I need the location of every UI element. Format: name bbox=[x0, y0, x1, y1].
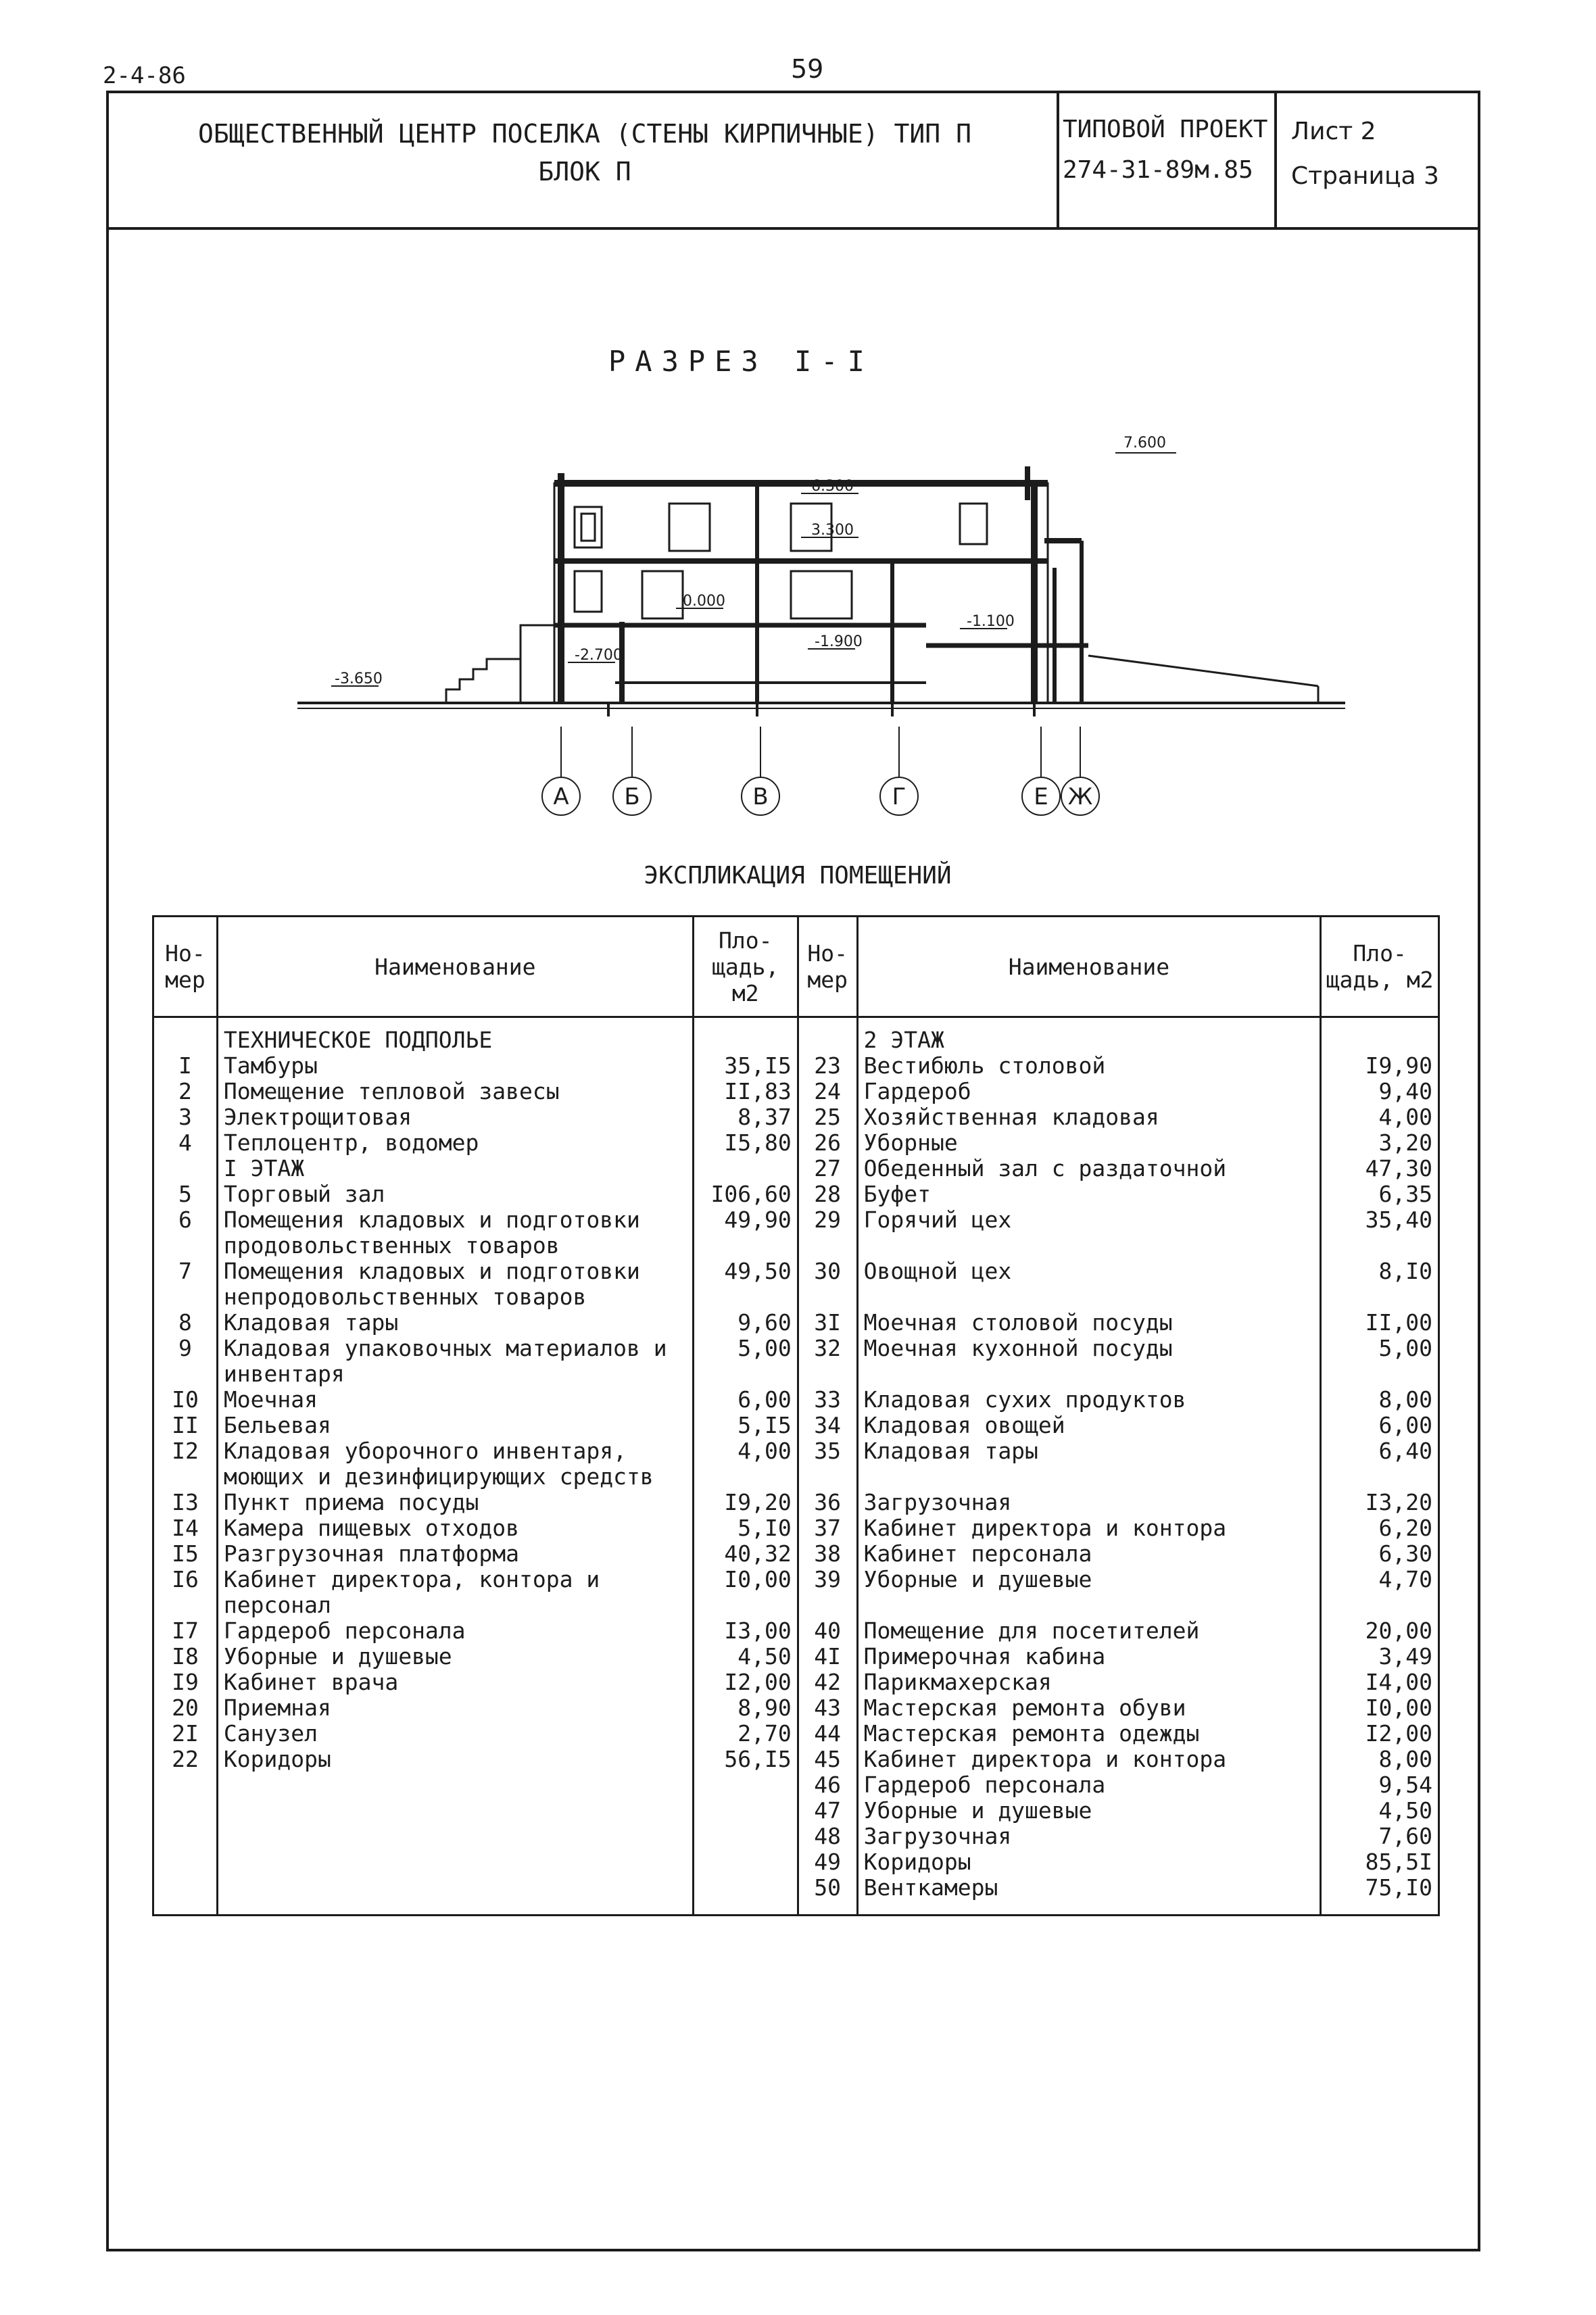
room-area: II,83 bbox=[693, 1079, 798, 1104]
row-number: 8 bbox=[153, 1310, 218, 1336]
room-area: 4,50 bbox=[693, 1644, 798, 1670]
table-row bbox=[153, 1541, 1439, 1567]
table-row bbox=[153, 1695, 1439, 1721]
room-area: 9,40 bbox=[1321, 1079, 1439, 1104]
room-name: Примерочная кабина bbox=[863, 1643, 1106, 1670]
room-area: I0,00 bbox=[693, 1567, 798, 1618]
row-number: 35 bbox=[798, 1438, 857, 1490]
room-area: 4,00 bbox=[693, 1438, 798, 1490]
row-number: 28 bbox=[798, 1181, 857, 1207]
row-number: 33 bbox=[798, 1387, 857, 1413]
table-row bbox=[153, 1515, 1439, 1541]
header-name: Наименование bbox=[857, 917, 1321, 1017]
room-name: Помещение тепловой завесы bbox=[223, 1078, 560, 1104]
section-heading: I ЭТАЖ bbox=[223, 1155, 305, 1181]
row-number: I7 bbox=[153, 1618, 218, 1644]
room-name: Торговый зал bbox=[223, 1181, 385, 1207]
row-number: 27 bbox=[798, 1156, 857, 1181]
row-number: I3 bbox=[153, 1490, 218, 1515]
table-row bbox=[153, 1875, 1439, 1916]
room-area: I0,00 bbox=[1321, 1695, 1439, 1721]
sheet-info bbox=[1291, 109, 1474, 199]
table-row bbox=[153, 1670, 1439, 1695]
row-number bbox=[153, 1849, 218, 1875]
room-area: 49,50 bbox=[693, 1259, 798, 1310]
room-name: Кабинет директора, контора и персонал bbox=[223, 1566, 600, 1618]
table-row bbox=[153, 1618, 1439, 1644]
room-name: Венткамеры bbox=[857, 1875, 1321, 1916]
room-name: Мастерская ремонта обуви bbox=[863, 1695, 1186, 1721]
row-number: II bbox=[153, 1413, 218, 1438]
room-name: Коридоры bbox=[863, 1849, 971, 1875]
section-heading: ТЕХНИЧЕСКОЕ ПОДПОЛЬЕ bbox=[223, 1027, 493, 1053]
room-name: Буфет bbox=[863, 1181, 931, 1207]
room-area bbox=[1321, 1017, 1439, 1054]
row-number: 49 bbox=[798, 1849, 857, 1875]
row-number bbox=[153, 1772, 218, 1798]
room-area: I3,20 bbox=[1321, 1490, 1439, 1515]
room-area: I3,00 bbox=[693, 1618, 798, 1644]
table-row bbox=[153, 1849, 1439, 1875]
table-row bbox=[153, 1079, 1439, 1104]
room-area: 6,40 bbox=[1321, 1438, 1439, 1490]
row-number: 4I bbox=[798, 1644, 857, 1670]
room-area: 6,30 bbox=[1321, 1541, 1439, 1567]
room-name bbox=[217, 1849, 693, 1875]
room-area: 9,60 bbox=[693, 1310, 798, 1336]
row-number: 43 bbox=[798, 1695, 857, 1721]
section-heading: 2 ЭТАЖ bbox=[863, 1027, 944, 1053]
document-code: 2-4-86 bbox=[103, 62, 186, 89]
room-area: 8,90 bbox=[693, 1695, 798, 1721]
room-area bbox=[693, 1798, 798, 1824]
room-name: Уборные и душевые bbox=[863, 1797, 1092, 1824]
row-number: 42 bbox=[798, 1670, 857, 1695]
room-name: Кабинет директора и контора bbox=[863, 1515, 1227, 1541]
room-area bbox=[693, 1824, 798, 1849]
room-area: II,00 bbox=[1321, 1310, 1439, 1336]
row-number: 23 bbox=[798, 1053, 857, 1079]
room-area: I2,00 bbox=[693, 1670, 798, 1695]
table-row bbox=[153, 1798, 1439, 1824]
room-area: 3,20 bbox=[1321, 1130, 1439, 1156]
level-label: 0.000 bbox=[683, 593, 725, 610]
table-row bbox=[153, 1104, 1439, 1130]
header-area: Пло- щадь, м2 bbox=[693, 917, 798, 1017]
room-area: I9,20 bbox=[693, 1490, 798, 1515]
row-number: 3 bbox=[153, 1104, 218, 1130]
room-name: Загрузочная bbox=[863, 1489, 1012, 1515]
room-name: Бельевая bbox=[223, 1412, 331, 1438]
row-number: 50 bbox=[798, 1875, 857, 1916]
room-name bbox=[217, 1824, 693, 1849]
room-area: I4,00 bbox=[1321, 1670, 1439, 1695]
explication-table bbox=[152, 915, 1440, 1916]
table-row bbox=[153, 1017, 1439, 1054]
room-name: Вестибюль столовой bbox=[863, 1052, 1106, 1079]
room-name: Помещения кладовых и подготовки продовольственных товаров bbox=[223, 1207, 640, 1259]
row-number: 26 bbox=[798, 1130, 857, 1156]
row-number bbox=[153, 1156, 218, 1181]
row-number: I9 bbox=[153, 1670, 218, 1695]
row-number: I6 bbox=[153, 1567, 218, 1618]
level-label: 6.300 bbox=[811, 478, 854, 495]
level-label: 3.300 bbox=[811, 522, 854, 539]
table-row bbox=[153, 1644, 1439, 1670]
row-number: I bbox=[153, 1053, 218, 1079]
project-label: ТИПОВОЙ ПРОЕКТ bbox=[1063, 116, 1268, 143]
room-area: 85,5I bbox=[1321, 1849, 1439, 1875]
table-row bbox=[153, 1747, 1439, 1772]
table-row bbox=[153, 1772, 1439, 1798]
room-area bbox=[693, 1017, 798, 1054]
table-row bbox=[153, 1336, 1439, 1387]
row-number: 30 bbox=[798, 1259, 857, 1310]
row-number: 22 bbox=[153, 1747, 218, 1772]
table-row bbox=[153, 1181, 1439, 1207]
table-row bbox=[153, 1438, 1439, 1490]
room-name: Обеденный зал с раздаточной bbox=[863, 1155, 1227, 1181]
axis-label: Ж bbox=[1067, 783, 1093, 810]
row-number: 5 bbox=[153, 1181, 218, 1207]
room-name: Уборные и душевые bbox=[223, 1643, 452, 1670]
row-number bbox=[153, 1017, 218, 1054]
room-name: Хозяйственная кладовая bbox=[863, 1104, 1159, 1130]
room-area: 9,54 bbox=[1321, 1772, 1439, 1798]
room-name: Помещения кладовых и подготовки непродовольственных товаров bbox=[223, 1258, 640, 1310]
room-area: 40,32 bbox=[693, 1541, 798, 1567]
room-name: Мастерская ремонта одежды bbox=[863, 1720, 1200, 1747]
table-row bbox=[153, 1053, 1439, 1079]
table-row bbox=[153, 1387, 1439, 1413]
room-area: 3,49 bbox=[1321, 1644, 1439, 1670]
room-name: Уборные bbox=[863, 1129, 958, 1156]
header-number: Но- мер bbox=[798, 917, 857, 1017]
table-header-row bbox=[153, 917, 1439, 1017]
room-area: 49,90 bbox=[693, 1207, 798, 1259]
room-name: Приемная bbox=[223, 1695, 331, 1721]
row-number: I4 bbox=[153, 1515, 218, 1541]
room-name: Теплоцентр, водомер bbox=[223, 1129, 479, 1156]
row-number: 34 bbox=[798, 1413, 857, 1438]
room-name: Овощной цех bbox=[863, 1258, 1012, 1284]
room-name: Кабинет врача bbox=[223, 1669, 399, 1695]
room-name: Гардероб персонала bbox=[863, 1772, 1106, 1798]
room-name: Пункт приема посуды bbox=[223, 1489, 479, 1515]
table-row bbox=[153, 1721, 1439, 1747]
sheet-number: Лист 2 bbox=[1291, 118, 1376, 145]
row-number: 38 bbox=[798, 1541, 857, 1567]
room-name: Кладовая уборочного инвентаря, моющих и дезинфицирующих средств bbox=[223, 1438, 654, 1490]
project-code: 274-31-89м.85 bbox=[1063, 156, 1253, 184]
room-name: Тамбуры bbox=[223, 1052, 318, 1079]
row-number: 4 bbox=[153, 1130, 218, 1156]
title-block-divider bbox=[1274, 91, 1277, 230]
header-area: Пло- щадь, м2 bbox=[1321, 917, 1439, 1017]
row-number: I5 bbox=[153, 1541, 218, 1567]
room-name: Моечная кухонной посуды bbox=[863, 1335, 1173, 1361]
room-area bbox=[693, 1156, 798, 1181]
room-name bbox=[217, 1798, 693, 1824]
room-name: Уборные и душевые bbox=[863, 1566, 1092, 1592]
room-area: I06,60 bbox=[693, 1181, 798, 1207]
title-line-2: БЛОК П bbox=[538, 157, 631, 187]
section-drawing bbox=[291, 419, 1359, 838]
level-label: -2.700 bbox=[575, 647, 623, 664]
page-number: 59 bbox=[791, 54, 824, 84]
room-area: 4,70 bbox=[1321, 1567, 1439, 1618]
table-row bbox=[153, 1259, 1439, 1310]
room-area: I5,80 bbox=[693, 1130, 798, 1156]
row-number: 3I bbox=[798, 1310, 857, 1336]
row-number: I0 bbox=[153, 1387, 218, 1413]
room-area: 8,I0 bbox=[1321, 1259, 1439, 1310]
title-line-1: ОБЩЕСТВЕННЫЙ ЦЕНТР ПОСЕЛКА (СТЕНЫ КИРПИЧНЫЕ) ТИП П bbox=[198, 119, 971, 149]
project-info bbox=[1063, 109, 1269, 191]
room-area: 6,20 bbox=[1321, 1515, 1439, 1541]
room-name: Загрузочная bbox=[863, 1823, 1012, 1849]
row-number bbox=[798, 1017, 857, 1054]
table-row bbox=[153, 1156, 1439, 1181]
row-number bbox=[153, 1824, 218, 1849]
room-area: 47,30 bbox=[1321, 1156, 1439, 1181]
table-row bbox=[153, 1310, 1439, 1336]
row-number: 2 bbox=[153, 1079, 218, 1104]
room-area: 56,I5 bbox=[693, 1747, 798, 1772]
room-area: 5,I0 bbox=[693, 1515, 798, 1541]
room-area: I9,90 bbox=[1321, 1053, 1439, 1079]
room-area: 20,00 bbox=[1321, 1618, 1439, 1644]
room-name: Кладовая тары bbox=[863, 1438, 1038, 1464]
row-number: 32 bbox=[798, 1336, 857, 1387]
section-title: РАЗРЕЗ I-I bbox=[608, 345, 874, 378]
row-number: 39 bbox=[798, 1567, 857, 1618]
room-area: 5,I5 bbox=[693, 1413, 798, 1438]
room-name: Санузел bbox=[223, 1720, 318, 1747]
room-name: Кабинет директора и контора bbox=[863, 1746, 1227, 1772]
header-name: Наименование bbox=[217, 917, 693, 1017]
room-area: 8,00 bbox=[1321, 1747, 1439, 1772]
room-area: 6,00 bbox=[693, 1387, 798, 1413]
room-name: Горячий цех bbox=[863, 1207, 1012, 1233]
room-name: Моечная столовой посуды bbox=[863, 1309, 1173, 1336]
row-number: 25 bbox=[798, 1104, 857, 1130]
room-area: 4,00 bbox=[1321, 1104, 1439, 1130]
room-area bbox=[693, 1849, 798, 1875]
room-name: Кладовая овощей bbox=[863, 1412, 1065, 1438]
room-area: 8,37 bbox=[693, 1104, 798, 1130]
room-name: Электрощитовая bbox=[223, 1104, 412, 1130]
title-block-title bbox=[135, 115, 1034, 191]
room-name: Помещение для посетителей bbox=[863, 1617, 1200, 1644]
room-name: Кладовая сухих продуктов bbox=[863, 1386, 1186, 1413]
row-number: 20 bbox=[153, 1695, 218, 1721]
room-name: Коридоры bbox=[223, 1746, 331, 1772]
row-number: 29 bbox=[798, 1207, 857, 1259]
table-row bbox=[153, 1207, 1439, 1259]
row-number: 47 bbox=[798, 1798, 857, 1824]
row-number: 37 bbox=[798, 1515, 857, 1541]
row-number: 45 bbox=[798, 1747, 857, 1772]
room-name: Моечная bbox=[223, 1386, 318, 1413]
room-area: 4,50 bbox=[1321, 1798, 1439, 1824]
row-number: 36 bbox=[798, 1490, 857, 1515]
table-row bbox=[153, 1413, 1439, 1438]
table-row bbox=[153, 1490, 1439, 1515]
row-number: 2I bbox=[153, 1721, 218, 1747]
row-number: 7 bbox=[153, 1259, 218, 1310]
room-area: 5,00 bbox=[693, 1336, 798, 1387]
room-area: 6,35 bbox=[1321, 1181, 1439, 1207]
room-name: Парикмахерская bbox=[863, 1669, 1052, 1695]
room-area: 2,70 bbox=[693, 1721, 798, 1747]
row-number bbox=[153, 1798, 218, 1824]
row-number: 24 bbox=[798, 1079, 857, 1104]
row-number: I8 bbox=[153, 1644, 218, 1670]
axis-label: В bbox=[752, 783, 769, 810]
room-area: 75,I0 bbox=[1321, 1875, 1439, 1916]
axis-label: Е bbox=[1034, 783, 1048, 810]
level-label: -1.100 bbox=[967, 613, 1015, 630]
level-label: -3.650 bbox=[335, 671, 383, 687]
axis-label: Б bbox=[624, 783, 640, 810]
row-number: 46 bbox=[798, 1772, 857, 1798]
room-area: 8,00 bbox=[1321, 1387, 1439, 1413]
table-row bbox=[153, 1824, 1439, 1849]
room-area: 35,I5 bbox=[693, 1053, 798, 1079]
axis-label: Г bbox=[892, 783, 906, 810]
title-block-divider bbox=[1057, 91, 1059, 230]
room-name: Кабинет персонала bbox=[863, 1540, 1092, 1567]
room-name bbox=[217, 1875, 693, 1916]
row-number: I2 bbox=[153, 1438, 218, 1490]
level-label: 7.600 bbox=[1123, 435, 1166, 452]
room-area bbox=[693, 1772, 798, 1798]
explication-title: ЭКСПЛИКАЦИЯ ПОМЕЩЕНИЙ bbox=[644, 862, 952, 890]
table-row bbox=[153, 1567, 1439, 1618]
room-name: Разгрузочная платформа bbox=[223, 1540, 520, 1567]
room-area: I2,00 bbox=[1321, 1721, 1439, 1747]
page-label: Страница 3 bbox=[1291, 162, 1439, 190]
table-row bbox=[153, 1130, 1439, 1156]
room-name: Гардероб bbox=[863, 1078, 971, 1104]
row-number: 48 bbox=[798, 1824, 857, 1849]
room-name bbox=[217, 1772, 693, 1798]
room-area: 35,40 bbox=[1321, 1207, 1439, 1259]
axis-label: А bbox=[553, 783, 569, 810]
room-area: 5,00 bbox=[1321, 1336, 1439, 1387]
row-number: 44 bbox=[798, 1721, 857, 1747]
room-area bbox=[693, 1875, 798, 1916]
room-name: Кладовая упаковочных материалов и инвентаря bbox=[223, 1335, 667, 1387]
row-number: 6 bbox=[153, 1207, 218, 1259]
row-number: 9 bbox=[153, 1336, 218, 1387]
row-number bbox=[153, 1875, 218, 1916]
room-name: Гардероб персонала bbox=[223, 1617, 466, 1644]
room-area: 7,60 bbox=[1321, 1824, 1439, 1849]
row-number: 40 bbox=[798, 1618, 857, 1644]
room-name: Камера пищевых отходов bbox=[223, 1515, 520, 1541]
room-area: 6,00 bbox=[1321, 1413, 1439, 1438]
level-label: -1.900 bbox=[815, 633, 863, 650]
room-name: Кладовая тары bbox=[223, 1309, 399, 1336]
header-number: Но- мер bbox=[153, 917, 218, 1017]
